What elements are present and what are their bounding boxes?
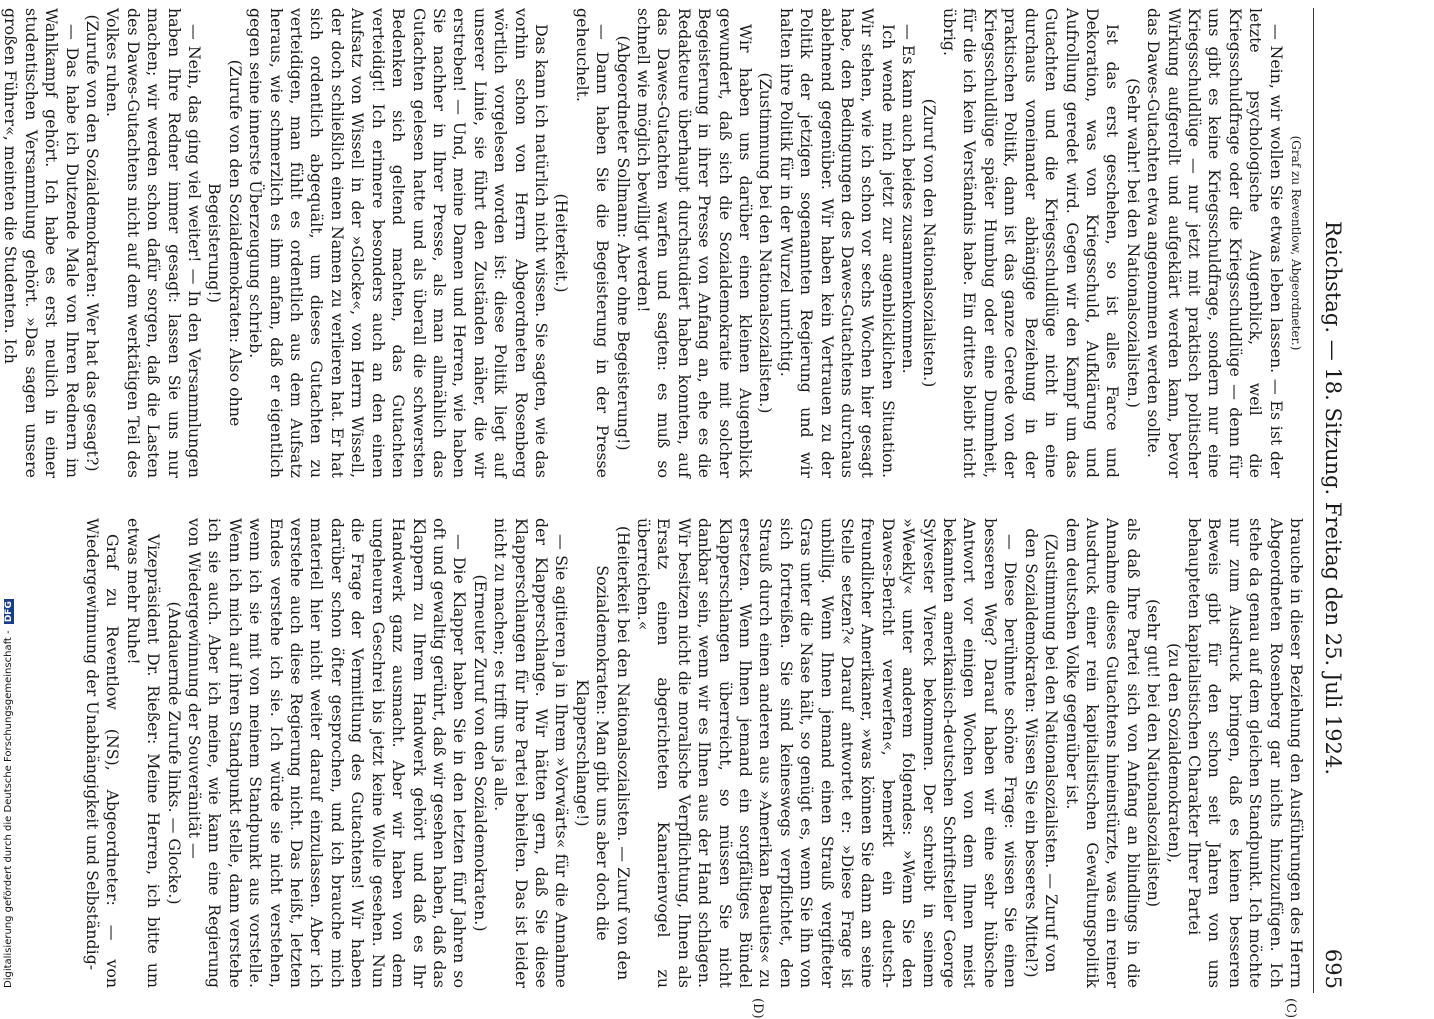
header-rule — [1313, 8, 1314, 993]
funding-note: Digitalisierung gefördert durch die Deutsche Forschungsgemeinschaft - — [3, 630, 14, 988]
paragraph: — Nein, das ging viel weiter! — In den Versammlungen haben Ihre Redner immer gesagt: lassen Sie uns nur machen; wir werden schon dafür sorgen, daß die Lasten des Dawes-Gutachtens nicht auf dem werktätigen Teil des Volkes ruhen. — [103, 8, 205, 478]
paragraph: — Das habe ich Dutzende Male von Ihren Rednern im Wahlkampf gehört. Ich habe es erst neulich in einer studentischen Versammlung gehört. »Das sagen unsere großen Führer«, meinten die Studenten. Ich — [1, 8, 82, 478]
right-column — [82, 518, 1306, 988]
speaker-paragraph: Vizepräsident Dr. Rießer: Meine Herren, ich bitte um etwas mehr Ruhe! — [123, 518, 164, 988]
interjection: (Zustimmung bei den Nationalsozialisten. — Zuruf von den Sozialdemokraten: Wissen Sie ein besseres Mittel?) — [1021, 528, 1062, 978]
paragraph: brauche in dieser Beziehung den Ausführungen des Herrn Abgeordneten Rosenberg gar nichts hinzuzufügen. Ich stehe da genau auf dem gleichen Standpunkt. Ich möchte nur zum Ausdruck bringen, daß es keinen besseren Beweis gibt für den schon seit Jahren von uns behaupteten kapitalistischen Charakter Ihrer Partei — [1184, 518, 1306, 988]
digitization-note — [0, 0, 20, 1000]
dfg-logo: DFG — [4, 601, 14, 623]
paragraph: Ist das erst geschehen, so ist alles Farce und Dekoration, was von Kriegsschuld, Aufklärung und Aufrollung geredet wird. Gegen wir den Kampf um das Gutachten und die Kriegsschuldlüge nicht in eine durchaus voneinander abhängige Beziehung in der praktischen Politik, dann ist das ganze Gerede von der Kriegsschuldlüge später Humbug oder eine Dummheit, für die ich kein Verständnis habe. Ein drittes bleibt nicht übrig. — [940, 8, 1123, 478]
paragraph: — Es kann auch beides zusammenkommen. — [899, 24, 919, 374]
interjection: (Zuruf von den Nationalsozialisten.) — [919, 98, 939, 388]
left-column — [0, 8, 1306, 478]
paragraph: — Sie agitieren ja in Ihrem »Vorwärts« für die Annahme der Klapperschlange. Wir hätten gern, daß Sie diese Klapperschlangen für Ihre Partei behielten. Das ist leider nicht zu machen; es trifft uns ja alle. — [491, 518, 572, 988]
paragraph: — Nein, wir wollen Sie etwas leben lassen. — Es ist der letzte psychologische Augenblick, weil die Kriegsschuldfrage oder die Kriegsschuldlüge — denn für uns gibt es keine Kriegsschuldfrage, sondern nur eine Kriegsschuldlüge — nur jetzt mit praktisch politischer Wirkung aufgerollt und aufgeklärt werden kann, bevor das Dawes-Gutachten etwa angenommen werden sollte. — [1144, 8, 1286, 478]
interjection: (Heiterkeit.) — [552, 193, 572, 293]
interjection: (Andauernde Zurufe links. — Glocke.) — [164, 601, 184, 905]
interjection: (Erneuter Zuruf von den Sozialdemokraten.) — [470, 574, 490, 932]
interjection: (sehr gut! bei den Nationalsozialisten) — [1144, 598, 1164, 907]
digitization-text — [3, 599, 14, 988]
paragraph: Das kann ich natürlich nicht wissen. Sie sagten, wie das vorhin schon von Herrn Abgeordneten Rosenberg wörtlich vorgelesen worden ist: diese Politik liegt auf unserer Linie, sie führt den Zuständen näher, die wir erstreben! — Und, meine Damen und Herren, wie haben Sie nachher in Ihrer Presse, als man allmählich das Gutachten gelesen hatte und als überall die schwersten Bedenken sich geltend machten, das Gutachten verteidigt! Ich erinnere besonders auch an den einen Aufsatz von Wissell in der »Glocke«, von Herrn Wissell, der doch schließlich einen Namen zu verlieren hat. Er hat sich ordentlich abgequält, um dieses Gutachten zu verteidigen, man fühlt es ordentlich aus dem Aufsatz heraus, wie schmerzlich es ihm anfam, daß er eigentlich gegen seine innerste Überzeugung schrieb. — [246, 8, 551, 478]
interjection: (Heiterkeit bei den Nationalsozialisten. — Zuruf von den Sozialdemokraten: Man gibt uns aber doch die Klapperschlange!) — [572, 525, 633, 981]
page-number: 695 — [1321, 948, 1345, 989]
paragraph: Ich wende mich jetzt zur augenblicklichen Situation. Wir stehen, wie ich schon vor sechs Wochen hier gesagt habe, den Bedingungen des Dawes-Gutachtens durchaus ablehnend gegenüber. Wir haben kein Vertrauen zu der Politik der jetzigen sogenannten Regierung und wir halten ihre Politik für in der Wurzel unrichtig. — [776, 8, 898, 478]
paragraph: — Diese berühmte schöne Frage: wissen Sie einen besseren Weg? Darauf haben wir eine sehr hübsche Antwort vor einigen Wochen von dem Ihnen meist bekannten amerikanisch-deutschen Schriftsteller George Sylvester Viereck bekommen. Der schreibt in seinem »Weekly« unter anderem folgendes: »Wenn Sie den Dawes-Bericht verwerfen«, bemerkt ein deutsch-freundlicher Amerikaner, »was können Sie dann an seine Stelle setzen?« Darauf antwortet er: »Diese Frage ist unbillig. Wenn Ihnen jemand einen Strauß vergifteter Gras unter die Nase hält, so genügt es, wenn Sie ihn von sich fortreißen. Sie sind keineswegs verpflichtet, den Strauß durch einen anderen aus »Amerikan Beauties« zu ersetzen. Wenn Ihnen jemand ein sorgfältiges Bündel Klapperschlangen überreicht, so müssen Sie nicht dankbar sein, wenn wir es Ihnen aus der Hand schlagen. Wir besitzen nicht die moralische Verpflichtung, Ihnen als Ersatz einen abgerichteten Kanarienvogel zu überreichen.« — [634, 518, 1021, 988]
interjection: (Zustimmung bei den Nationalsozialisten.) — [756, 72, 776, 414]
margin-marker-d: (D) — [750, 998, 765, 1019]
interjection: (Zurufe von den Sozialdemokraten: Wer hat das gesagt?) — [83, 14, 103, 472]
interjection: (Abgeordneter Sollmann: Aber ohne Begeisterung!) — [613, 35, 633, 451]
interjection: (zu den Sozialdemokraten), — [1164, 642, 1184, 864]
paragraph: Wir haben uns darüber einen kleinen Augenblick gewundert, daß sich die Sozialdemokratie mit solcher Begeisterung in ihrer Presse von Anfang an, ehe es die Redakteure überhaupt durchstudiert haben konnten, auf das Dawes-Gutachten warfen und sagten: es muß so schnell wie möglich bewilligt werden! — [634, 8, 756, 478]
paragraph: als daß Ihre Partei sich von Anfang an blindlings in die Annahme dieses Gutachtens hineinstürzte, was ein reiner Ausdruck einer rein kapitalistischen Gewaltungspolitik dem deutschen Volke gegenüber ist. — [1062, 518, 1143, 988]
margin-marker-c: (C) — [1283, 998, 1298, 1019]
running-head: Reichstag. — 18. Sitzung. Freitag den 25. Juli 1924. — [1321, 220, 1345, 776]
speaker-paragraph: Graf zu Reventlow (NS), Abgeordneter: — von Wiedergewinnung der Unabhängigkeit und Selbständig- — [83, 518, 123, 988]
speaker-line: (Graf zu Reventlow, Abgeordneter.) — [1289, 135, 1303, 351]
page-header — [1316, 8, 1350, 993]
paragraph: — Dann haben Sie die Begeisterung in der Presse geheuchelt. — [572, 8, 613, 478]
interjection: (Zurufe von den Sozialdemokraten: Also ohne Begeisterung!) — [205, 59, 245, 427]
paragraph: — Die Klapper haben Sie in den letzten fünf Jahren so oft und gewaltig gerührt, daß wir gesehen haben, daß das Klappern zu Ihrem Handwerk gehört und daß es Ihr Handwerk ganz ausmacht. Aber wir haben von dem ungeheuren Geschrei bis jetzt keine Wolle gesehen. Nun die Frage der Vermittlung des Gutachtens! Wir haben darüber schon öfter gesprochen, und ich brauche mich materiell hier nicht weiter darauf einzulassen. Aber ich verstehe auch diese Regierung nicht. Das heißt, letzten Endes verstehe ich sie. Ich würde sie nicht verstehen, wenn ich sie mit von meinem Standpunkt aus vorstelle. Wenn ich mich auf ihren Standpunkt stelle, dann verstehe ich sie auch. Aber ich meine, wie kann eine Regierung von Wiedergewinnung der Souveränität — — [185, 518, 470, 988]
interjection: (Sehr wahr! bei den Nationalsozialisten.) — [1123, 78, 1143, 408]
